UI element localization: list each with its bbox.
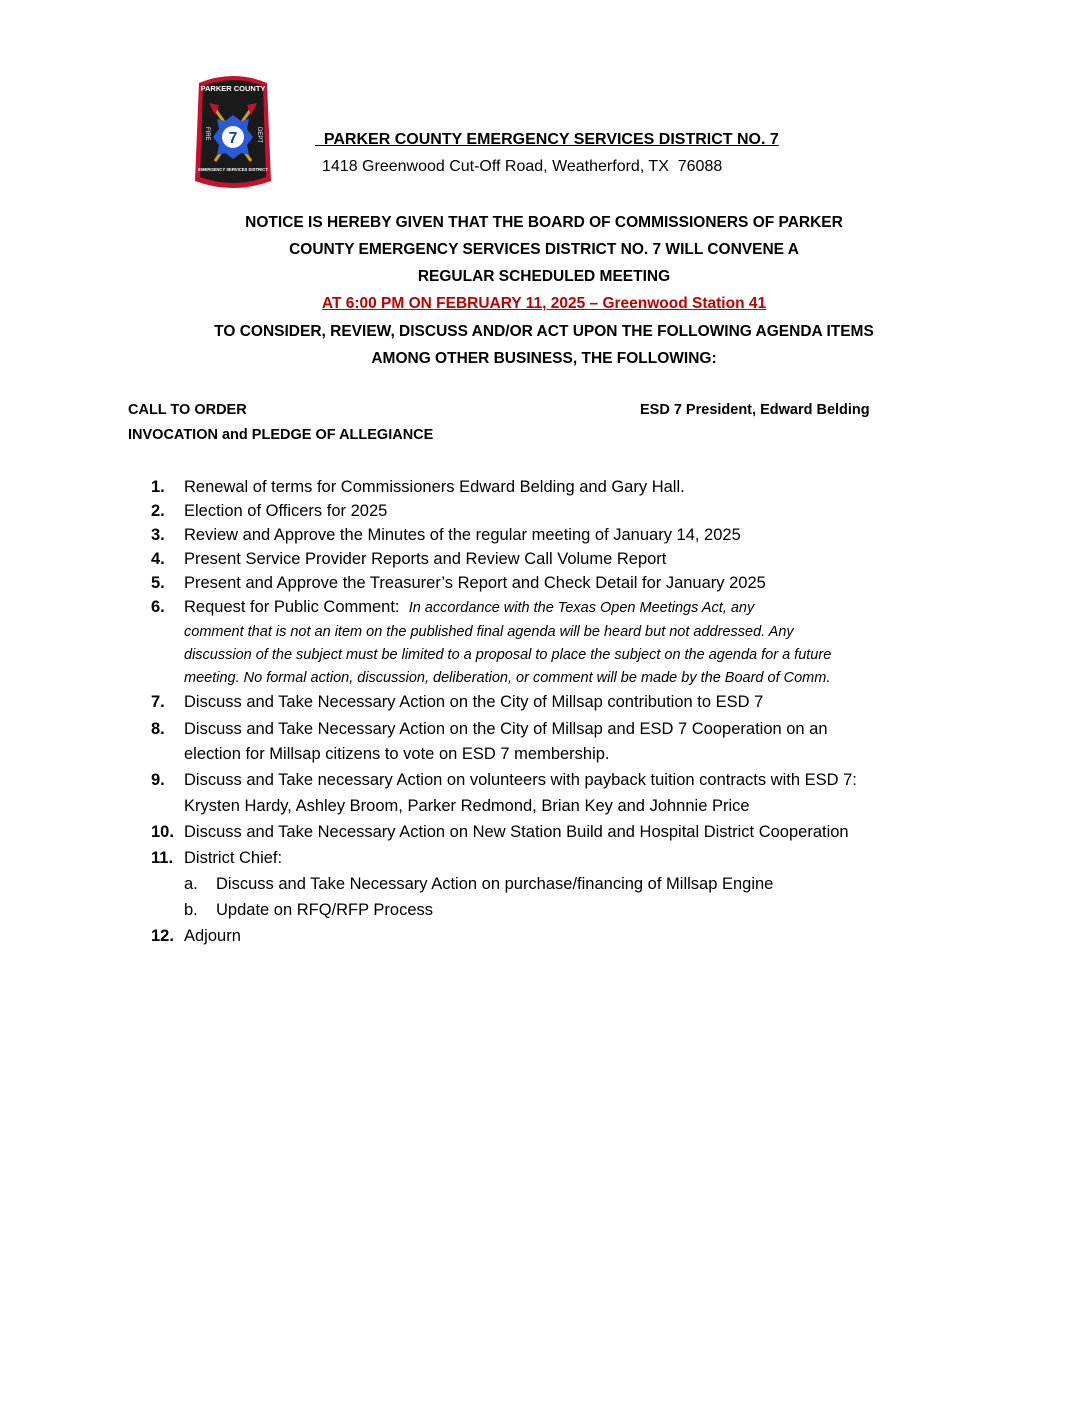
agenda-item-number: 5. — [151, 574, 165, 592]
subitem-letter: b. — [184, 901, 198, 919]
invocation: INVOCATION and PLEDGE OF ALLEGIANCE — [128, 427, 434, 443]
public-comment-label: Request for Public Comment: — [184, 598, 400, 616]
agenda-item-text: Discuss and Take Necessary Action on the City of Millsap and ESD 7 Cooperation on an — [184, 720, 828, 738]
agenda-item-number: 4. — [151, 550, 165, 568]
agenda-item-number: 7. — [151, 693, 165, 711]
public-comment-note: meeting. No formal action, discussion, deliberation, or comment will be made by the Board of Comm. — [184, 670, 831, 686]
subitem-text: Discuss and Take Necessary Action on purchase/financing of Millsap Engine — [216, 875, 774, 893]
agenda-item-number: 12. — [151, 927, 174, 945]
notice-line-5: TO CONSIDER, REVIEW, DISCUSS AND/OR ACT UPON THE FOLLOWING AGENDA ITEMS — [214, 323, 874, 340]
agenda-item-text: Present Service Provider Reports and Review Call Volume Report — [184, 550, 667, 568]
subitem-letter: a. — [184, 875, 198, 893]
logo-number: 7 — [228, 130, 238, 147]
agenda-item-text: Adjourn — [184, 927, 241, 945]
district-address: 1418 Greenwood Cut-Off Road, Weatherford, TX 76088 — [322, 158, 723, 175]
call-to-order: CALL TO ORDER — [128, 402, 247, 418]
notice-line-1: NOTICE IS HEREBY GIVEN THAT THE BOARD OF COMMISSIONERS OF PARKER — [245, 214, 843, 231]
agenda-item-number: 9. — [151, 771, 165, 789]
agenda-item-number: 2. — [151, 502, 165, 520]
logo-top-text: PARKER COUNTY — [200, 84, 266, 93]
public-comment-note: discussion of the subject must be limited to a proposal to place the subject on the agenda for a future — [184, 647, 832, 663]
agenda-item-text: election for Millsap citizens to vote on ESD 7 membership. — [184, 745, 610, 763]
agenda-item-number: 11. — [151, 849, 174, 867]
district-title: PARKER COUNTY EMERGENCY SERVICES DISTRICT NO. 7 — [315, 131, 779, 148]
agenda-item-number: 6. — [151, 598, 165, 616]
agenda-item-text: Discuss and Take necessary Action on volunteers with payback tuition contracts with ESD 7: — [184, 771, 857, 789]
notice-line-2: COUNTY EMERGENCY SERVICES DISTRICT NO. 7 WILL CONVENE A — [289, 241, 799, 258]
agenda-item-number: 8. — [151, 720, 165, 738]
notice-line-3: REGULAR SCHEDULED MEETING — [417, 268, 671, 285]
agenda-item-text — [184, 598, 754, 617]
agenda-item-text: Election of Officers for 2025 — [184, 502, 388, 520]
agenda-item-number: 3. — [151, 526, 165, 544]
agenda-item-text: Discuss and Take Necessary Action on the City of Millsap contribution to ESD 7 — [184, 693, 764, 711]
public-comment-note: comment that is not an item on the published final agenda will be heard but not addressed. Any — [184, 624, 794, 640]
meeting-datetime: AT 6:00 PM ON FEBRUARY 11, 2025 – Greenwood Station 41 — [321, 295, 767, 312]
agenda-item-text: District Chief: — [184, 849, 283, 867]
subitem-text: Update on RFQ/RFP Process — [216, 901, 434, 919]
logo-right-text: DEPT — [256, 127, 262, 144]
presiding-officer: ESD 7 President, Edward Belding — [640, 402, 870, 418]
agenda-item-text: Present and Approve the Treasurer’s Report and Check Detail for January 2025 — [184, 574, 766, 592]
logo-left-text: FIRE — [204, 127, 210, 141]
logo-bottom-text: EMERGENCY SERVICES DISTRICT — [198, 167, 268, 172]
public-comment-note: In accordance with the Texas Open Meetings Act, any — [408, 600, 755, 616]
agenda-item-number: 1. — [151, 478, 165, 496]
agenda-item-number: 10. — [151, 823, 174, 841]
agenda-item-text: Renewal of terms for Commissioners Edward Belding and Gary Hall. — [184, 478, 685, 496]
esd7-logo — [193, 69, 273, 193]
agenda-item-text: Review and Approve the Minutes of the regular meeting of January 14, 2025 — [184, 526, 741, 544]
agenda-item-text: Discuss and Take Necessary Action on New Station Build and Hospital District Cooperation — [184, 823, 849, 841]
agenda-item-text: Krysten Hardy, Ashley Broom, Parker Redmond, Brian Key and Johnnie Price — [184, 797, 750, 815]
notice-line-6: AMONG OTHER BUSINESS, THE FOLLOWING: — [371, 350, 717, 367]
